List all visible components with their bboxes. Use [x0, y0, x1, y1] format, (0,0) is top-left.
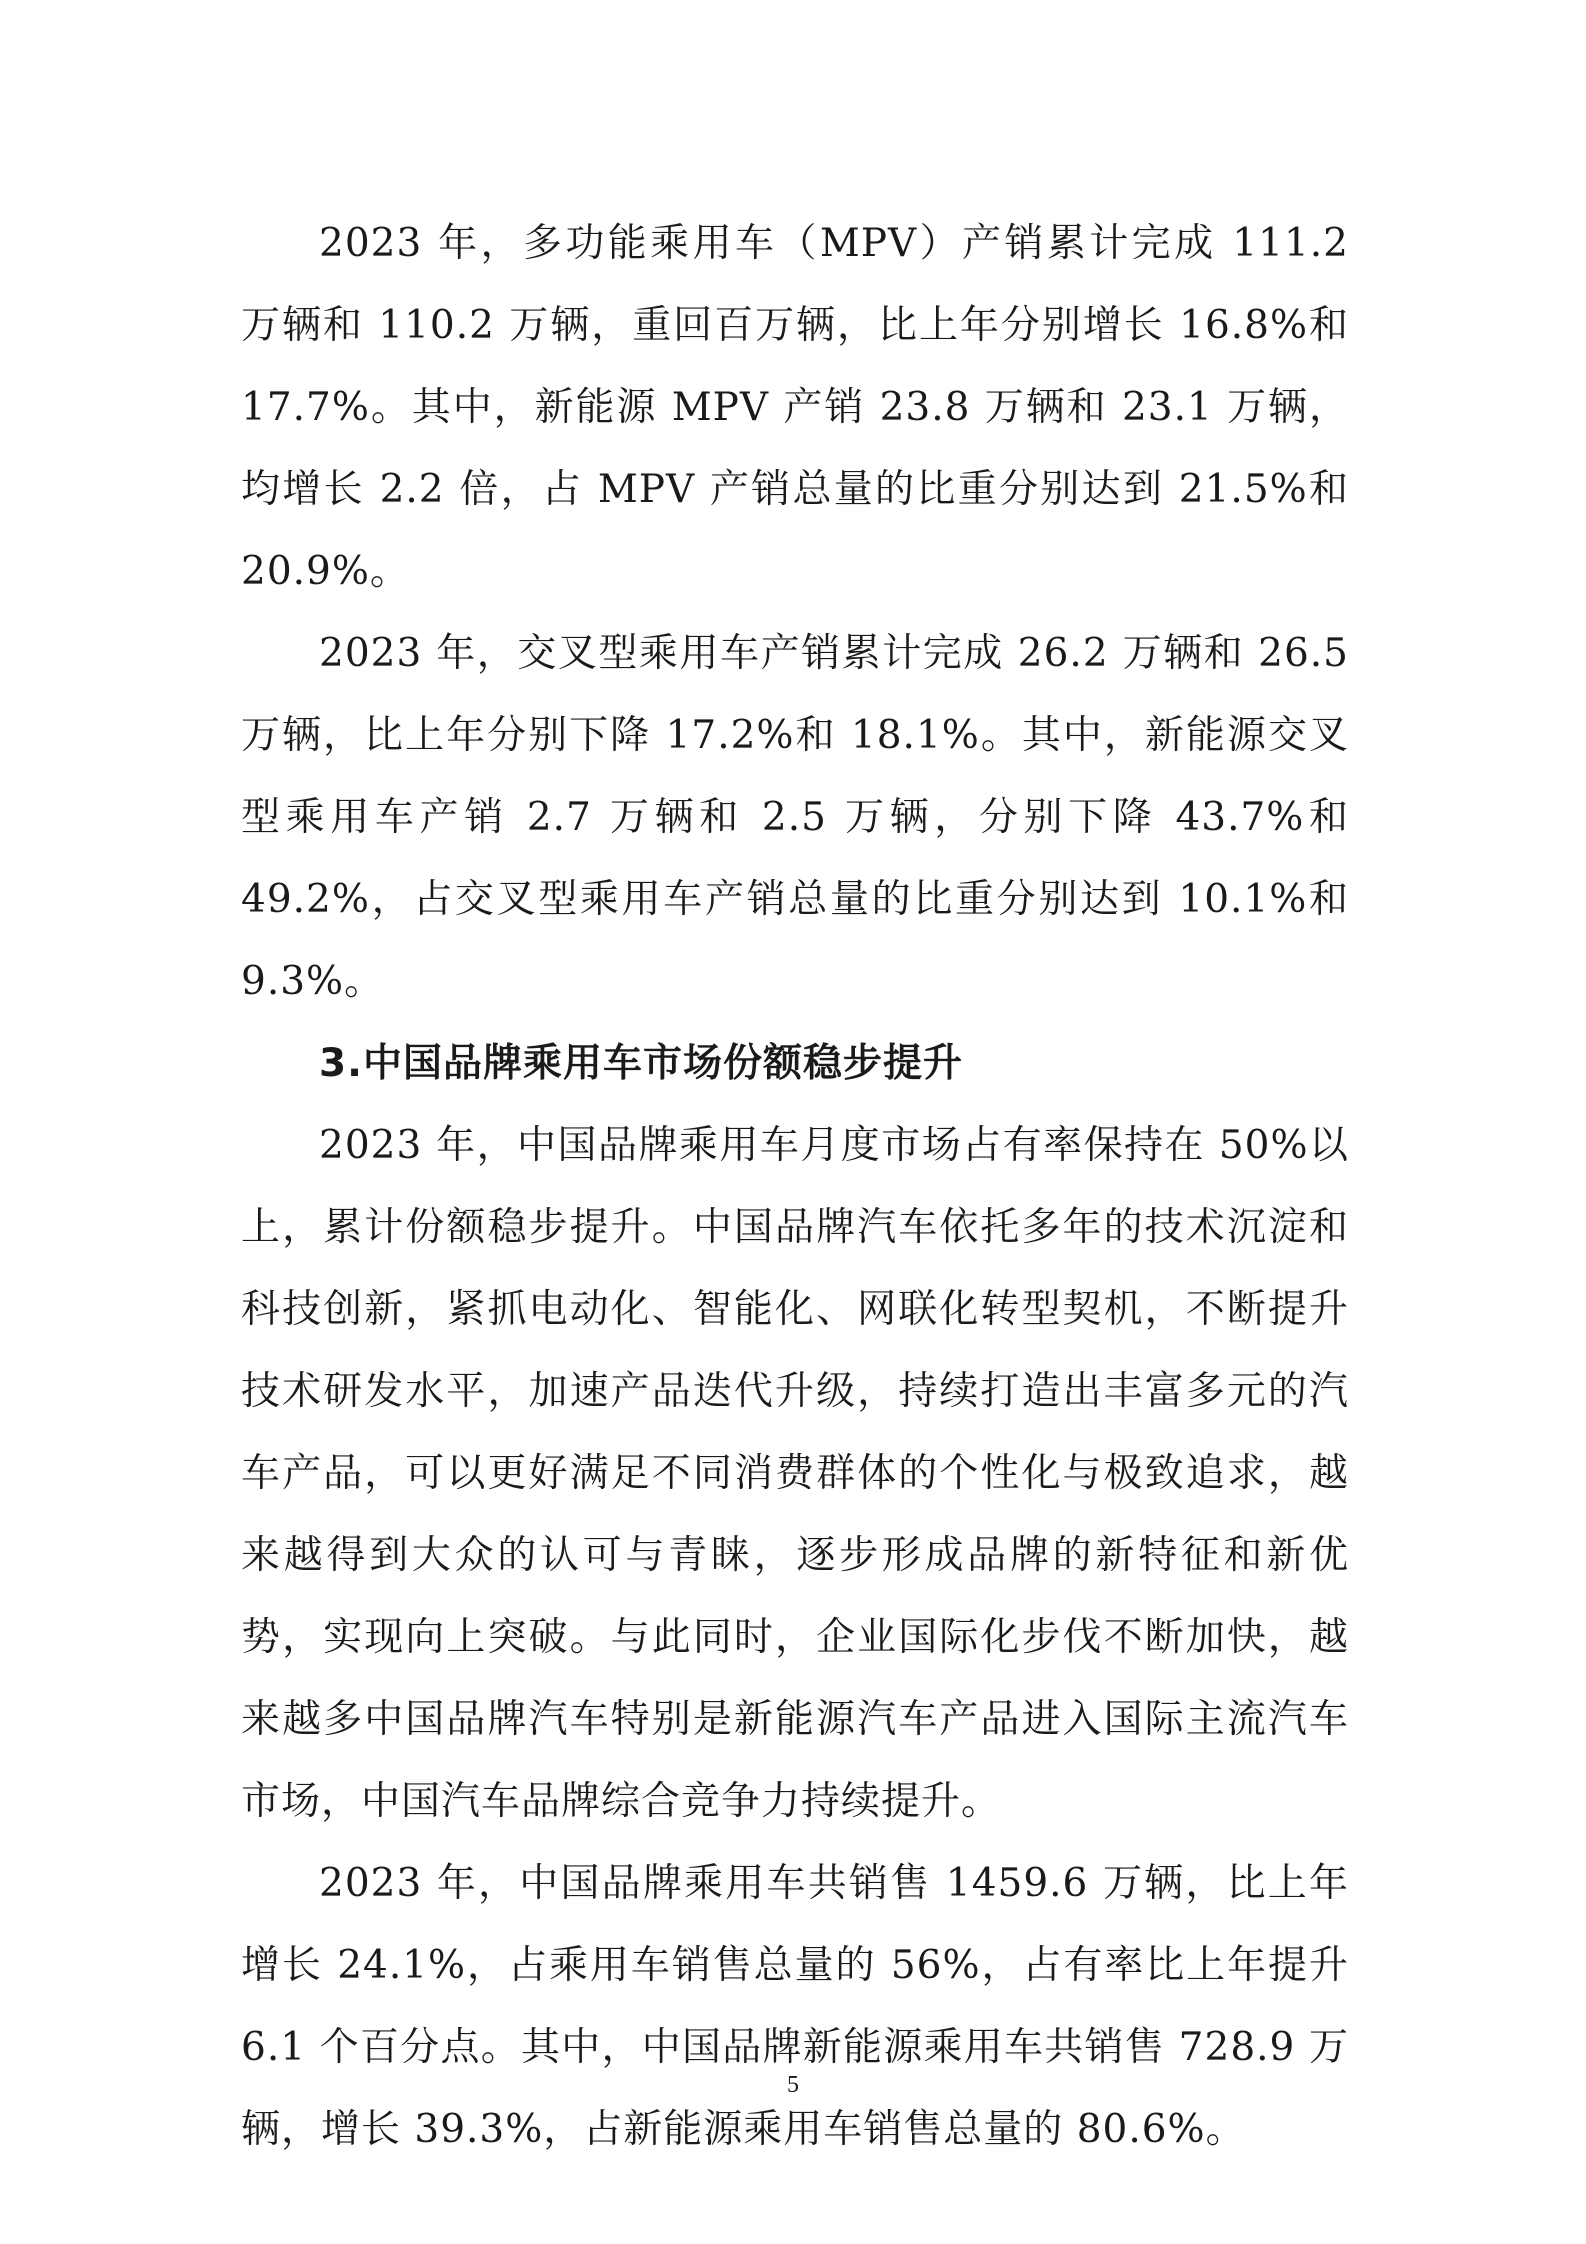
paragraph-crossover: 2023 年，交叉型乘用车产销累计完成 26.2 万辆和 26.5 万辆，比上年分别下降 17.2%和 18.1%。其中，新能源交叉型乘用车产销 2.7 万辆和 2.5 万辆，分别下降 43.7%和 49.2%，占交叉型乘用车产销总量的比重分别达到 10.1%和 9.3%。: [241, 631, 1349, 1004]
paragraph-mpv: 2023 年，多功能乘用车（MPV）产销累计完成 111.2 万辆和 110.2 万辆，重回百万辆，比上年分别增长 16.8%和 17.7%。其中，新能源 MPV 产销 23.8 万辆和 23.1 万辆，均增长 2.2 倍，占 MPV 产销总量的比重分别达到 21.5%和 20.9%。: [241, 221, 1349, 594]
paragraph-brand-share: 2023 年，中国品牌乘用车月度市场占有率保持在 50%以上，累计份额稳步提升。中国品牌汽车依托多年的技术沉淀和科技创新，紧抓电动化、智能化、网联化转型契机，不断提升技术研发水平，加速产品迭代升级，持续打造出丰富多元的汽车产品，可以更好满足不同消费群体的个性化与极致追求，越来越得到大众的认可与青睐，逐步形成品牌的新特征和新优势，实现向上突破。与此同时，企业国际化步伐不断加快，越来越多中国品牌汽车特别是新能源汽车产品进入国际主流汽车市场，中国汽车品牌综合竞争力持续提升。: [241, 1123, 1349, 1824]
page-body: [241, 203, 1349, 2171]
paragraph-brand-sales: 2023 年，中国品牌乘用车共销售 1459.6 万辆，比上年增长 24.1%，占乘用车销售总量的 56%，占有率比上年提升 6.1 个百分点。其中，中国品牌新能源乘用车共销售 728.9 万辆，增长 39.3%，占新能源乘用车销售总量的 80.6%。: [241, 1861, 1349, 2152]
page-number: 5: [787, 2072, 799, 2098]
section-heading: 3.中国品牌乘用车市场份额稳步提升: [319, 1041, 963, 1086]
